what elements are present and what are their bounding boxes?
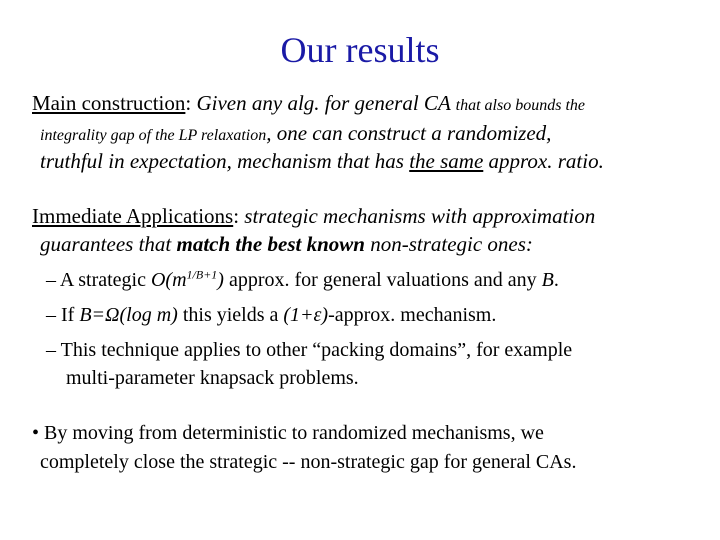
main-line1-text: Given any alg. for general CA (196, 91, 456, 115)
main-line3-b: approx. ratio. (483, 149, 604, 173)
applications-line2-bold: match the best known (176, 232, 365, 256)
bullet1-prefix: – A strategic (46, 269, 151, 291)
applications-line-2 (40, 231, 533, 257)
bullet1-math-b: ) (217, 269, 224, 291)
main-construction-line-1 (32, 90, 585, 119)
bullet1-math-a: O(m (150, 269, 187, 291)
main-line3-underlined: the same (409, 149, 484, 173)
conclusion-text-1: • By moving from deterministic to randomized mechanisms, we (32, 422, 544, 444)
bullet1-var: B (541, 269, 554, 291)
applications-bullet-3-line-1 (46, 337, 572, 363)
conclusion-line-1 (32, 420, 544, 446)
applications-line2-b: non-strategic ones: (364, 232, 533, 256)
bullet2-mid: this yields a (177, 304, 284, 326)
main-line1-small: that also bounds the (455, 97, 585, 114)
applications-heading: Immediate Applications (32, 204, 234, 228)
main-colon: : (185, 91, 197, 115)
bullet2-math2: (1+ε) (283, 304, 329, 326)
slide-title: Our results (280, 30, 440, 70)
bullet3-line1: – This technique applies to other “packing domains”, for example (46, 339, 573, 361)
conclusion-line-2 (40, 449, 576, 475)
applications-line1-text: strategic mechanisms with approximation (244, 204, 596, 228)
applications-line2-a: guarantees that (40, 232, 177, 256)
bullet2-suffix: -approx. mechanism. (328, 304, 497, 326)
bullet1-end: . (553, 269, 559, 291)
applications-bullet-1 (46, 267, 559, 293)
bullet3-line2: multi-parameter knapsack problems. (66, 367, 359, 389)
main-line3-a: truthful in expectation, mechanism that has (40, 149, 410, 173)
applications-bullet-3-line-2 (66, 365, 359, 391)
bullet2-prefix: – If (46, 304, 80, 326)
applications-line-1 (32, 203, 595, 229)
conclusion-text-2: completely close the strategic -- non-strategic gap for general CAs. (40, 451, 577, 473)
main-line2-text: , one can construct a randomized, (266, 121, 552, 145)
bullet1-superscript: 1/B+1 (186, 267, 218, 282)
applications-bullet-2 (46, 302, 496, 328)
main-line2-small: integrality gap of the LP relaxation (40, 127, 267, 144)
main-construction-line-2 (40, 120, 551, 149)
bullet1-suffix: approx. for general valuations and any (223, 269, 542, 291)
bullet2-math: B=Ω(log m) (79, 304, 178, 326)
main-construction-heading: Main construction (32, 91, 186, 115)
main-construction-line-3 (40, 148, 604, 174)
applications-colon: : (233, 204, 245, 228)
